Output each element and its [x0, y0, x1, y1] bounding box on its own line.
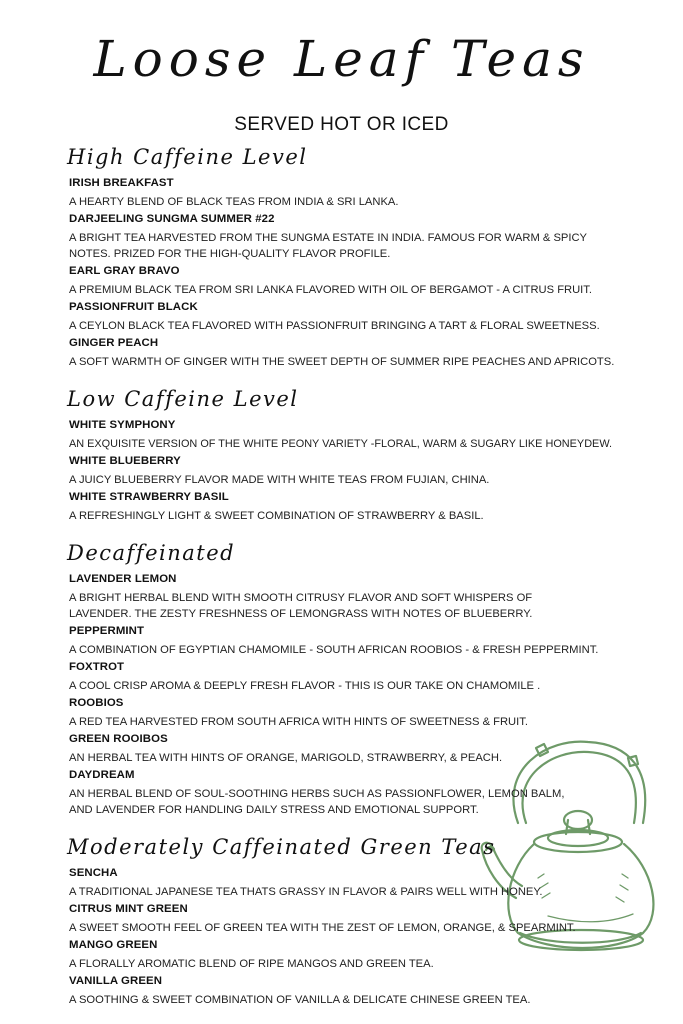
page-subtitle: SERVED HOT OR ICED [234, 114, 449, 135]
section-title: Moderately Caffeinated Green Teas [67, 835, 496, 859]
tea-description: A SWEET SMOOTH FEEL OF GREEN TEA WITH THE ZEST OF LEMON, ORANGE, & SPEARMINT. [69, 922, 576, 934]
tea-name: SENCHA [69, 867, 118, 879]
tea-description: A TRADITIONAL JAPANESE TEA THATS GRASSY IN FLAVOR & PAIRS WELL WITH HONEY. [69, 886, 543, 898]
tea-name: CITRUS MINT GREEN [69, 903, 188, 915]
section-title: Low Caffeine Level [67, 387, 299, 411]
tea-name: PASSIONFRUIT BLACK [69, 301, 198, 313]
section-high-caffeine [69, 142, 629, 370]
tea-name: GREEN ROOIBOS [69, 733, 168, 745]
tea-name: PEPPERMINT [69, 625, 145, 637]
tea-description: A FLORALLY AROMATIC BLEND OF RIPE MANGOS AND GREEN TEA. [69, 958, 434, 970]
tea-name: IRISH BREAKFAST [69, 177, 174, 189]
section-green-teas [69, 832, 629, 1008]
tea-name: DAYDREAM [69, 769, 135, 781]
tea-name: VANILLA GREEN [69, 975, 163, 987]
tea-description: A HEARTY BLEND OF BLACK TEAS FROM INDIA & SRI LANKA. [69, 196, 399, 208]
tea-description: AN EXQUISITE VERSION OF THE WHITE PEONY VARIETY -FLORAL, WARM & SUGARY LIKE HONEYDEW. [69, 438, 613, 450]
tea-description: AN HERBAL TEA WITH HINTS OF ORANGE, MARIGOLD, STRAWBERRY, & PEACH. [69, 752, 503, 764]
tea-name: MANGO GREEN [69, 939, 158, 951]
tea-description: A PREMIUM BLACK TEA FROM SRI LANKA FLAVORED WITH OIL OF BERGAMOT - A CITRUS FRUIT. [69, 284, 592, 296]
tea-name: WHITE BLUEBERRY [69, 455, 181, 467]
section-low-caffeine [69, 384, 629, 524]
tea-name: LAVENDER LEMON [69, 573, 177, 585]
tea-description: A RED TEA HARVESTED FROM SOUTH AFRICA WITH HINTS OF SWEETNESS & FRUIT. [69, 716, 528, 728]
tea-description: A CEYLON BLACK TEA FLAVORED WITH PASSIONFRUIT BRINGING A TART & FLORAL SWEETNESS. [69, 320, 600, 332]
tea-description: A COOL CRISP AROMA & DEEPLY FRESH FLAVOR - THIS IS OUR TAKE ON CHAMOMILE . [69, 680, 541, 692]
section-title: Decaffeinated [67, 541, 236, 565]
tea-description: A SOOTHING & SWEET COMBINATION OF VANILLA & DELICATE CHINESE GREEN TEA. [69, 994, 531, 1006]
tea-description: A COMBINATION OF EGYPTIAN CHAMOMILE - SOUTH AFRICAN ROOBIOS - & FRESH PEPPERMINT. [69, 644, 599, 656]
tea-name: WHITE STRAWBERRY BASIL [69, 491, 229, 503]
tea-menu [69, 142, 629, 1008]
tea-name: WHITE SYMPHONY [69, 419, 176, 431]
tea-description: AN HERBAL BLEND OF SOUL-SOOTHING HERBS SUCH AS PASSIONFLOWER, LEMON BALM, AND LAVENDER FOR HANDLING DAILY STRESS AND EMOTIONAL SUPPORT. [69, 788, 565, 816]
tea-name: EARL GRAY BRAVO [69, 265, 180, 277]
tea-name: FOXTROT [69, 661, 125, 673]
tea-name: ROOBIOS [69, 697, 124, 709]
tea-description: A BRIGHT TEA HARVESTED FROM THE SUNGMA ESTATE IN INDIA. FAMOUS FOR WARM & SPICY NOTES. PRIZED FOR THE HIGH-QUALITY FLAVOR PROFILE. [69, 232, 587, 260]
tea-description: A BRIGHT HERBAL BLEND WITH SMOOTH CITRUSY FLAVOR AND SOFT WHISPERS OF LAVENDER. THE ZESTY FRESHNESS OF LEMONGRASS WITH NOTES OF BLUEBERRY. [69, 592, 533, 620]
tea-name: GINGER PEACH [69, 337, 159, 349]
tea-description: A JUICY BLUEBERRY FLAVOR MADE WITH WHITE TEAS FROM FUJIAN, CHINA. [69, 474, 490, 486]
tea-description: A REFRESHINGLY LIGHT & SWEET COMBINATION OF STRAWBERRY & BASIL. [69, 510, 484, 522]
section-title: High Caffeine Level [67, 145, 308, 169]
page-title: Loose Leaf Teas [93, 30, 590, 88]
section-decaffeinated [69, 538, 629, 818]
tea-description: A SOFT WARMTH OF GINGER WITH THE SWEET DEPTH OF SUMMER RIPE PEACHES AND APRICOTS. [69, 356, 615, 368]
tea-name: DARJEELING SUNGMA SUMMER #22 [69, 213, 275, 225]
